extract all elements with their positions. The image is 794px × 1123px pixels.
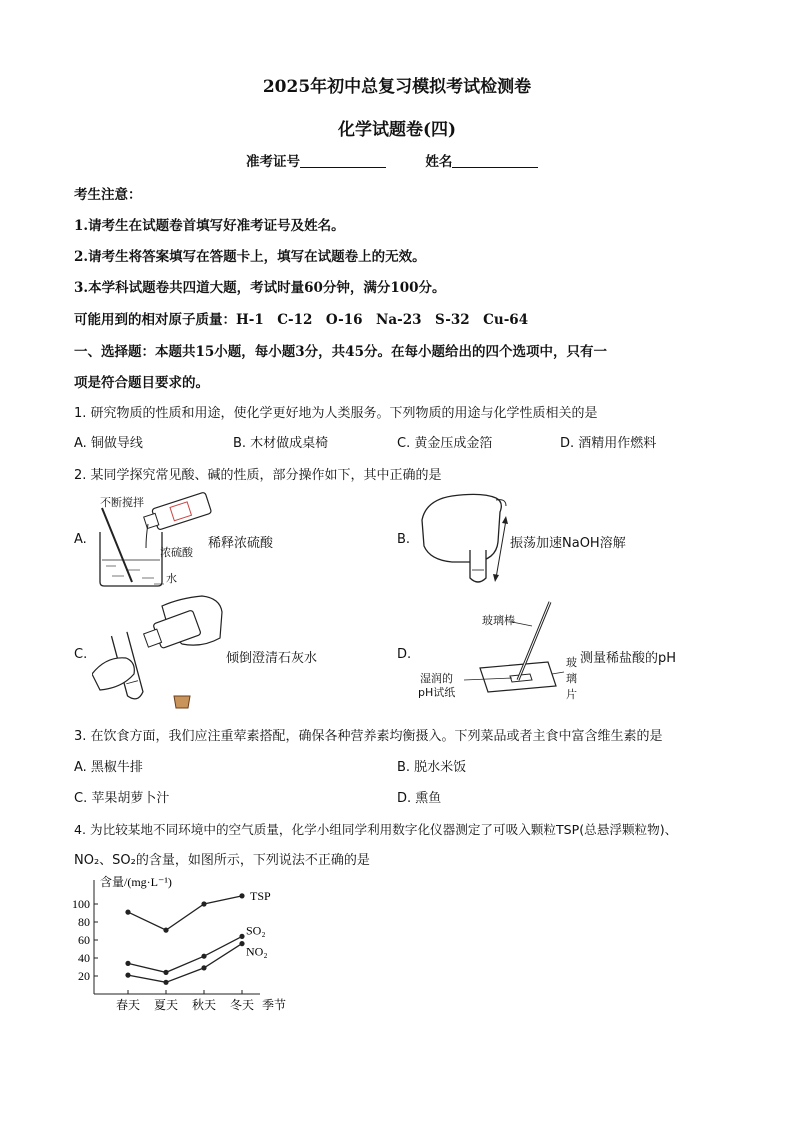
series-label: SO₂ [246, 923, 266, 938]
q1-option-d: D. 酒精用作燃料 [560, 436, 657, 451]
q1-option-a: A. 铜做导线 [74, 436, 143, 451]
x-tick-label: 冬天 [229, 998, 255, 1012]
q3-stem: 3. 在饮食方面，我们应注重荤素搭配，确保各种营养素均衡摄入。下列菜品或者主食中富含维生素的是 [74, 729, 663, 744]
q2-option-a-letter: A. [74, 532, 87, 547]
label-glass-rod: 玻璃棒 [482, 614, 515, 627]
x-tick-label: 夏天 [153, 998, 179, 1012]
atomic-masses: 可能用到的相对原子质量：H-1 C-12 O-16 Na-23 S-32 Cu-64 [74, 312, 529, 328]
notice-heading: 考生注意： [74, 187, 142, 203]
q3-option-b: B. 脱水米饭 [397, 760, 467, 775]
chart-series [125, 889, 271, 985]
q2-stem: 2. 某同学探究常见酸、碱的性质，部分操作如下，其中正确的是 [74, 468, 442, 483]
data-point [163, 970, 168, 975]
q4-stem-line1: 4. 为比较某地不同环境中的空气质量，化学小组同学利用数字化仪器测定了可吸入颗粒TSP(总悬浮颗粒物)、 [74, 822, 678, 837]
label-wet-2: pH试纸 [418, 686, 456, 699]
label-glass-slide-2: 璃 [566, 672, 577, 685]
y-tick-label: 20 [78, 969, 90, 983]
section1-heading-line1: 一、选择题：本题共15小题，每小题3分，共45分。在每小题给出的四个选项中，只有一 [74, 344, 607, 360]
data-point [239, 893, 244, 898]
q2-option-b-caption: 振荡加速NaOH溶解 [510, 536, 626, 551]
label-conc-acid: 浓硫酸 [160, 546, 193, 559]
x-tick-label: 秋天 [191, 998, 217, 1012]
q3-option-a: A. 黑椒牛排 [74, 760, 143, 775]
label-glass-slide-1: 玻 [566, 656, 577, 669]
label-wet-1: 湿润的 [420, 672, 453, 685]
name-blank [452, 153, 538, 168]
shake-test-tube-figure [412, 490, 512, 590]
q1-option-c: C. 黄金压成金箔 [397, 436, 493, 451]
data-point [239, 941, 244, 946]
exam-title: 2025年初中总复习模拟考试检测卷 [262, 77, 532, 97]
data-point [239, 934, 244, 939]
series-line-2 [128, 944, 242, 983]
q2-option-a-caption: 稀释浓硫酸 [208, 536, 274, 551]
data-point [201, 901, 206, 906]
series-label: NO₂ [246, 944, 268, 959]
section1-heading-line2: 项是符合题目要求的。 [74, 375, 209, 391]
y-tick-label: 60 [78, 933, 90, 947]
series-label: TSP [250, 888, 271, 903]
notice-item-2: 2.请考生将答案填写在答题卡上，填写在试题卷上的无效。 [74, 249, 426, 265]
chart-x-labels [116, 990, 254, 1012]
q2-option-c-letter: C. [74, 647, 88, 662]
label-glass-slide-3: 片 [566, 688, 577, 701]
q4-stem-line2: NO₂、SO₂的含量，如图所示，下列说法不正确的是 [74, 853, 370, 868]
q2-option-d-letter: D. [397, 647, 412, 662]
x-tick-label: 春天 [115, 998, 141, 1012]
chart-y-label: 含量/(mg·L⁻¹) [100, 875, 172, 889]
label-keep-stirring: 不断搅拌 [100, 496, 144, 509]
data-point [125, 910, 130, 915]
pour-limewater-figure [92, 594, 227, 714]
q1-option-b: B. 木材做成桌椅 [233, 436, 329, 451]
q1-stem: 1. 研究物质的性质和用途，使化学更好地为人类服务。下列物质的用途与化学性质相关的是 [74, 406, 598, 421]
exam-id-blank [300, 153, 386, 168]
notice-item-1: 1.请考生在试题卷首填写好准考证号及姓名。 [74, 218, 345, 234]
q2-option-c-caption: 倾倒澄清石灰水 [226, 651, 318, 666]
q2-option-d-caption: 测量稀盐酸的pH [580, 651, 677, 666]
chart-x-label: 季节 [262, 998, 287, 1012]
y-tick-label: 100 [72, 897, 90, 911]
y-tick-label: 40 [78, 951, 90, 965]
air-quality-line-chart [70, 870, 310, 1020]
notice-item-3: 3.本学科试题卷共四道大题，考试时量60分钟，满分100分。 [74, 280, 446, 296]
q3-option-c: C. 苹果胡萝卜汁 [74, 791, 170, 806]
q2-option-b-letter: B. [397, 532, 411, 547]
measure-ph-figure [460, 596, 570, 700]
data-point [163, 928, 168, 933]
y-tick-label: 80 [78, 915, 90, 929]
data-point [163, 980, 168, 985]
series-line-0 [128, 896, 242, 930]
name-label: 姓名 [425, 154, 453, 170]
data-point [201, 965, 206, 970]
candidate-info [246, 150, 538, 170]
exam-id-label: 准考证号 [246, 154, 300, 170]
data-point [125, 961, 130, 966]
data-point [201, 954, 206, 959]
paper-subtitle: 化学试题卷(四) [337, 120, 457, 140]
data-point [125, 973, 130, 978]
q3-option-d: D. 熏鱼 [397, 791, 442, 806]
label-water: 水 [166, 572, 177, 585]
